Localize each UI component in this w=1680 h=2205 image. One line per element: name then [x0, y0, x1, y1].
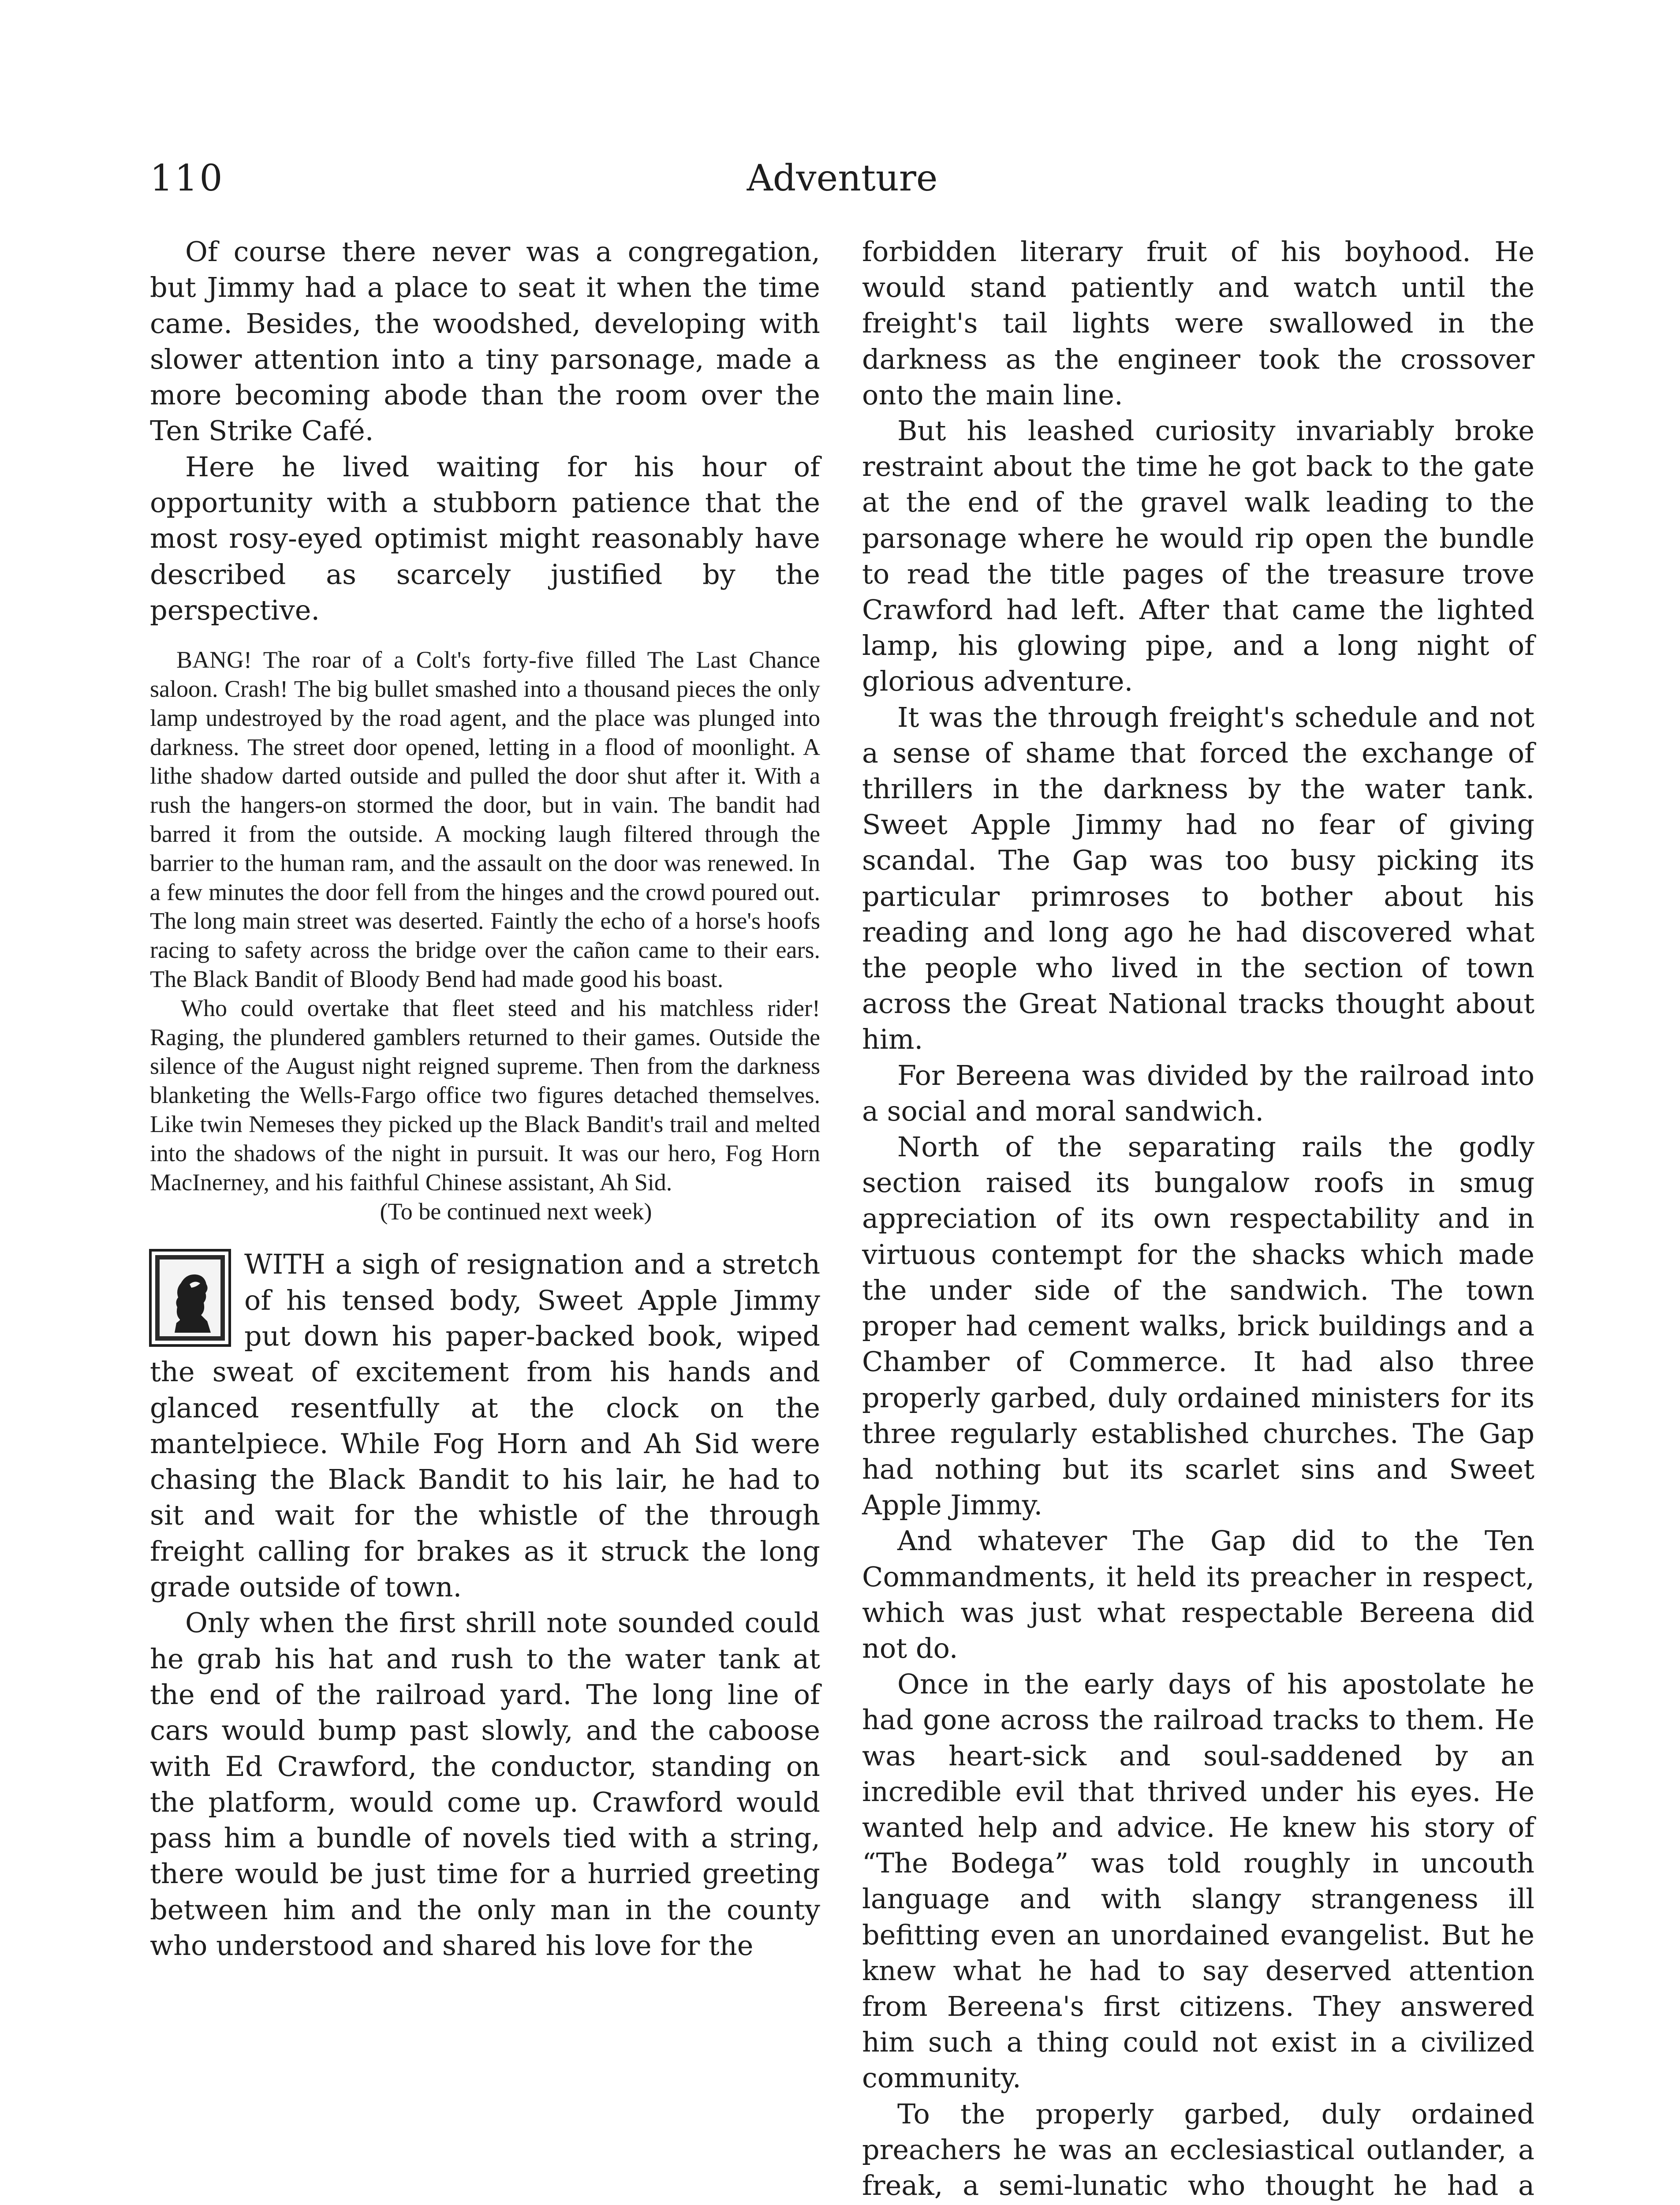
- story-section: [150, 1246, 820, 1963]
- right-column: [862, 234, 1534, 2205]
- body-paragraph: Once in the early days of his apostolate he had gone across the railroad tracks to them. He was heart-sick and soul-saddened by an incredible evil that thrived under his eyes. He wanted help and advice. He knew his story of “The Bodega” was told roughly in uncouth language and with slangy strangeness ill befitting even an unordained evangelist. But he knew what he had to say deserved attention from Bereena's first citizens. They answered him such a thing could not exist in a civilized community.: [862, 1668, 1534, 2094]
- left-column: [150, 234, 820, 1963]
- page-number: 110: [150, 157, 224, 199]
- body-paragraph: It was the through freight's schedule and not a sense of shame that forced the exchange of thrillers in the darkness by the water tank. Sweet Apple Jimmy had no fear of giving scandal. The Gap was too busy picking its particular primroses to bother about his reading and long ago he had discovered what the people who lived in the section of town across the Great National tracks thought about him.: [862, 701, 1534, 1056]
- body-paragraph: But his leashed curiosity invariably broke restraint about the time he got back to the gate at the end of the gravel walk leading to the parsonage where he would rip open the bundle to read the title pages of the treasure trove Crawford had left. After that came the lighted lamp, his glowing pipe, and a long night of glorious adventure.: [862, 415, 1534, 698]
- dime-novel-excerpt: [150, 646, 820, 1226]
- preacher-silhouette-icon: [149, 1249, 231, 1347]
- body-paragraph: For Bereena was divided by the railroad into a social and moral sandwich.: [862, 1059, 1534, 1127]
- body-paragraph: To the properly garbed, duly ordained preachers he was an ecclesiastical outlander, a freak, a semi-lunatic who thought he had a: [862, 2097, 1534, 2201]
- body-paragraph: And whatever The Gap did to the Ten Commandments, it held its preacher in respect, which was just what respectable Bereena did not do.: [862, 1525, 1534, 1664]
- body-paragraph: Here he lived waiting for his hour of opportunity with a stubborn patience that the most rosy-eyed optimist might reasonably have described as scarcely justified by the perspective.: [150, 450, 820, 626]
- body-paragraph: forbidden literary fruit of his boyhood. He would stand patiently and watch until the freight's tail lights were swallowed in the darkness as the engineer took the crossover onto the main line.: [862, 235, 1534, 411]
- drop-cap-illustration: [149, 1249, 233, 1347]
- continued-note: (To be continued next week): [380, 1198, 652, 1225]
- body-paragraph: Of course there never was a congregation, but Jimmy had a place to seat it when the time came. Besides, the woodshed, developing with slower attention into a tiny parsonage, made a more becoming abode than the room over the Ten Strike Café.: [150, 235, 820, 447]
- running-head: Adventure: [747, 157, 938, 199]
- excerpt-paragraph: BANG! The roar of a Colt's forty-five filled The Last Chance saloon. Crash! The big bullet smashed into a thousand pieces the only lamp undestroyed by the road agent, and the place was plunged into darkness. The street door opened, letting in a flood of moonlight. A lithe shadow darted outside and pulled the door shut after it. With a rush the hangers-on stormed the door, but in vain. The bandit had barred it from the outside. A mocking laugh filtered through the barrier to the human ram, and the assault on the door was renewed. In a few minutes the door fell from the hinges and the crowd poured out. The long main street was deserted. Faintly the echo of a horse's hoofs racing to safety across the bridge over the cañon came to their ears. The Black Bandit of Bloody Bend had made good his boast.: [150, 647, 820, 993]
- excerpt-paragraph: Who could overtake that fleet steed and his matchless rider! Raging, the plundered gamblers returned to their games. Outside the silence of the August night reigned supreme. Then from the darkness blanketing the Wells-Fargo office two figures detached themselves. Like twin Nemeses they picked up the Black Bandit's trail and melted into the shadows of the night in pursuit. It was our hero, Fog Horn MacInerney, and his faithful Chinese assistant, Ah Sid.: [150, 994, 820, 1196]
- body-paragraph: Only when the first shrill note sounded could he grab his hat and rush to the water tank at the end of the railroad yard. The long line of cars would bump past slowly, and the caboose with Ed Crawford, the conductor, standing on the platform, would come up. Crawford would pass him a bundle of novels tied with a string, there would be just time for a hurried greeting between him and the only man in the county who understood and shared his love for the: [150, 1607, 820, 1962]
- page-header: [150, 150, 1534, 207]
- body-paragraph: WITH a sigh of resignation and a stretch of his tensed body, Sweet Apple Jimmy put down his paper-backed book, wiped the sweat of excitement from his hands and glanced resentfully at the clock on the mantelpiece. While Fog Horn and Ah Sid were chasing the Black Bandit to his lair, he had to sit and wait for the whistle of the through freight calling for brakes as it struck the long grade outside of town.: [150, 1248, 820, 1603]
- body-paragraph: North of the separating rails the godly section raised its bungalow roofs in smug appreciation of its own respectability and in virtuous contempt for the shacks which made the under side of the sandwich. The town proper had cement walks, brick buildings and a Chamber of Commerce. It had also three properly garbed, duly ordained ministers for its three regularly established churches. The Gap had nothing but its scarlet sins and Sweet Apple Jimmy.: [862, 1131, 1534, 1521]
